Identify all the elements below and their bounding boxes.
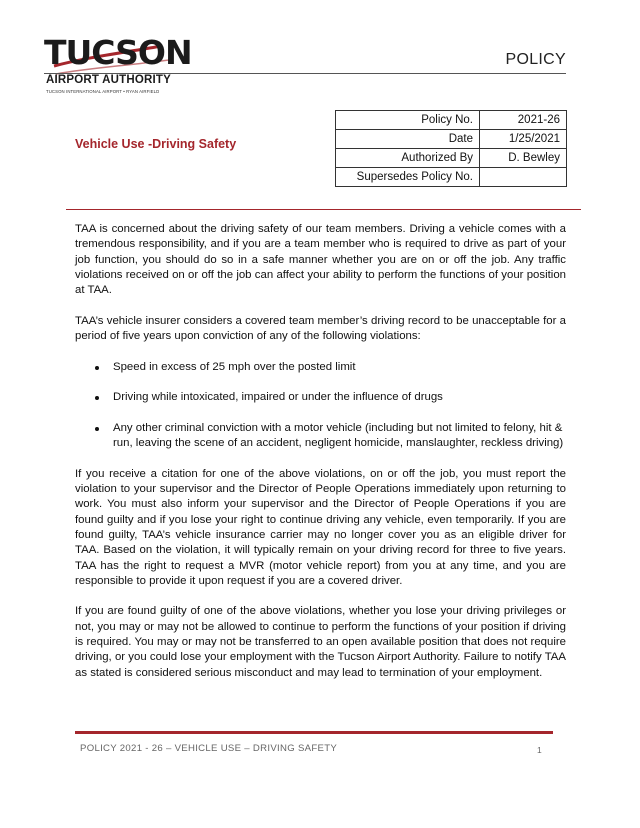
header-divider bbox=[44, 73, 566, 74]
paragraph-citation: If you receive a citation for one of the above violations, on or off the job, you must report the violation to your supervisor and the Director of People Operations immediately upon returning to work. You must also inform your supervisor and the Director of People Operations if you are found guilty and if you lose your right to continue driving any vehicle, even temporarily. If you are found guilty, TAA’s vehicle insurance carrier may no longer cover you as an eligible driver for TAA. Based on the violation, it will typically remain on your driving record for three to five years. TAA has the right to request a MVR (motor vehicle report) from you at any time, and you are responsible to provide it upon request if you are a covered driver. bbox=[75, 467, 566, 587]
page-number: 1 bbox=[537, 745, 542, 755]
list-item-text: Speed in excess of 25 mph over the posted limit bbox=[113, 360, 356, 373]
list-item-text: Any other criminal conviction with a motor vehicle (including but not limited to felony, hit & run, leaving the scene of an accident, negligent homicide, manslaughter, reckless driving) bbox=[113, 421, 564, 450]
meta-row-date bbox=[336, 130, 567, 149]
list-item bbox=[75, 390, 566, 405]
meta-label: Supersedes Policy No. bbox=[336, 168, 480, 187]
footer-divider bbox=[75, 731, 553, 734]
meta-value: 2021-26 bbox=[480, 111, 567, 130]
policy-meta-table bbox=[335, 110, 567, 187]
policy-body bbox=[75, 222, 566, 696]
bullet-icon bbox=[95, 427, 99, 431]
logo-subtitle: AIRPORT AUTHORITY bbox=[46, 74, 171, 86]
footer-title: POLICY 2021 - 26 – VEHICLE USE – DRIVING SAFETY bbox=[80, 743, 338, 754]
section-divider bbox=[66, 209, 581, 210]
list-item bbox=[75, 421, 566, 452]
document-type-label: POLICY bbox=[505, 51, 566, 68]
paragraph-consequences: If you are found guilty of one of the above violations, whether you lose your driving privileges or not, you may or may not be allowed to continue to perform the functions of your position if driving is required. You may or may not be transferred to an open available position that does not require driving, or you could lose your employment with the Tucson Airport Authority. Failure to notify TAA as stated is considered serious misconduct and may lead to termination of your employment. bbox=[75, 605, 566, 679]
violations-list bbox=[75, 360, 566, 452]
meta-row-policy-no bbox=[336, 111, 567, 130]
tucson-airport-authority-logo bbox=[44, 33, 192, 98]
paragraph-intro: TAA is concerned about the driving safety of our team members. Driving a vehicle comes with a tremendous responsibility, and if you are a team member who is required to drive as part of your job function, you should do so in a safe manner whether you are on or off the job. Any traffic violations received on or off the job can affect your ability to perform the functions of your position at TAA. bbox=[75, 223, 566, 297]
list-item-text: Driving while intoxicated, impaired or under the influence of drugs bbox=[113, 391, 443, 404]
meta-label: Date bbox=[336, 130, 480, 149]
meta-row-supersedes bbox=[336, 168, 567, 187]
bullet-icon bbox=[95, 396, 99, 400]
meta-label: Policy No. bbox=[336, 111, 480, 130]
paragraph-insurer: TAA’s vehicle insurer considers a covered team member’s driving record to be unacceptable for a period of five years upon conviction of any of the following violations: bbox=[75, 314, 566, 343]
meta-label: Authorized By bbox=[336, 149, 480, 168]
meta-row-authorized-by bbox=[336, 149, 567, 168]
policy-title: Vehicle Use -Driving Safety bbox=[75, 137, 237, 151]
bullet-icon bbox=[95, 366, 99, 370]
list-item bbox=[75, 360, 566, 375]
meta-value: D. Bewley bbox=[480, 149, 567, 168]
meta-value bbox=[480, 168, 567, 187]
meta-value: 1/25/2021 bbox=[480, 130, 567, 149]
logo-tagline: TUCSON INTERNATIONAL AIRPORT • RYAN AIRFIELD bbox=[46, 89, 160, 94]
logo-wordmark: TUCSON bbox=[44, 33, 192, 72]
